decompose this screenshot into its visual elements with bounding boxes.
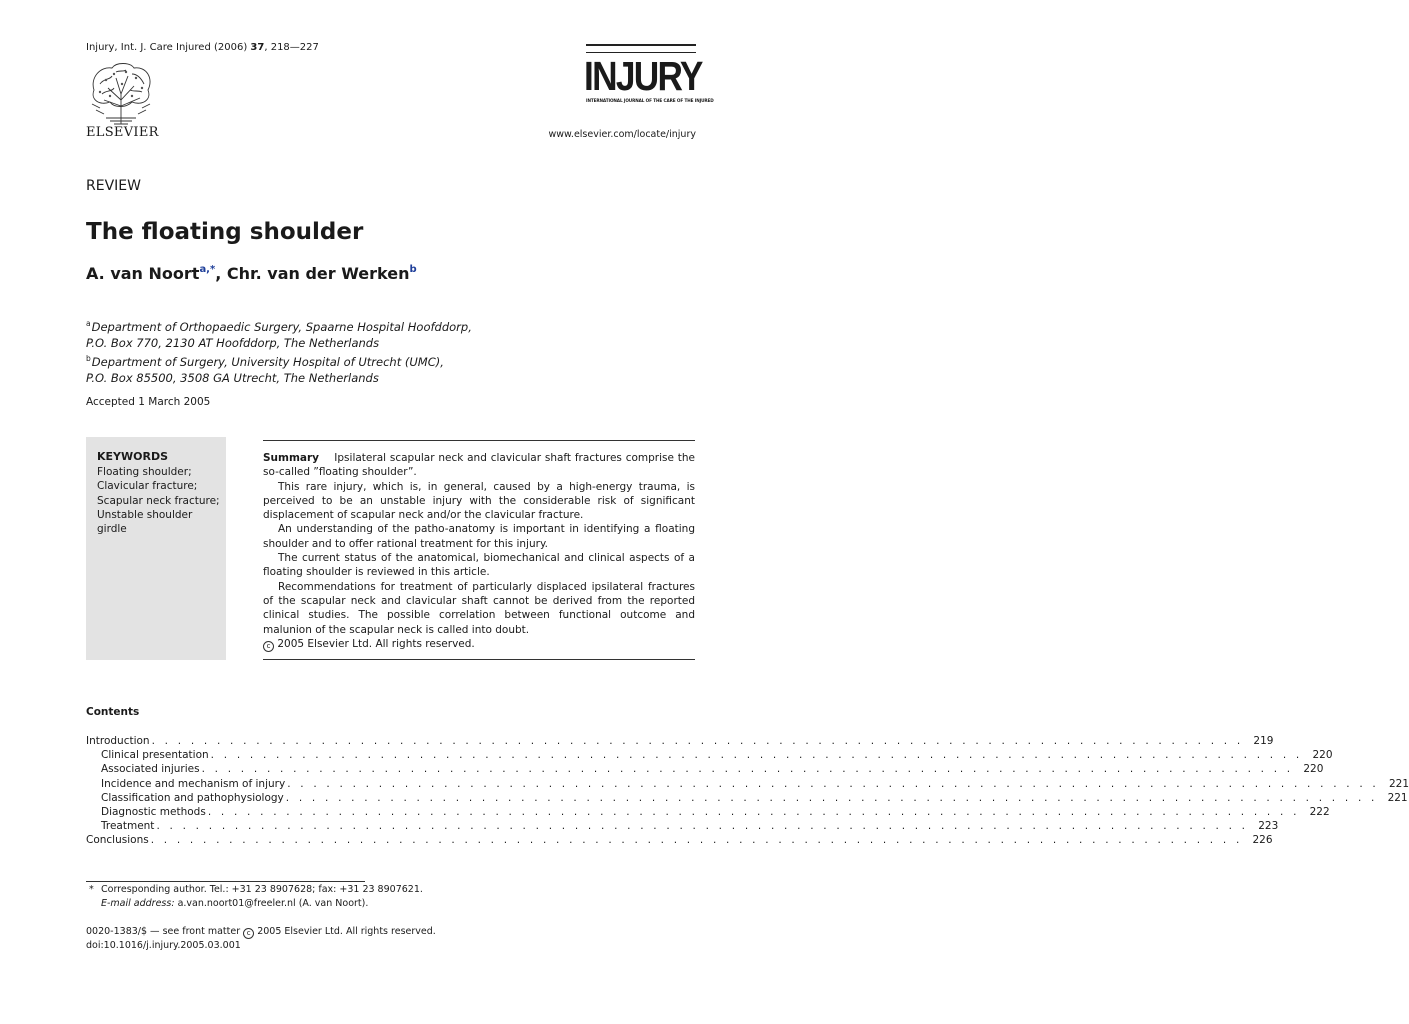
toc-entry[interactable] bbox=[86, 805, 1330, 819]
doi-link[interactable]: doi:10.1016/j.injury.2005.03.001 bbox=[86, 940, 241, 951]
abstract-paragraph: The current status of the anatomical, biomechanical and clinical aspects of a floating shoulder is reviewed in this article. bbox=[263, 552, 695, 579]
affiliation-text: Department of Orthopaedic Surgery, Spaarne Hospital Hoofddorp, bbox=[91, 320, 472, 334]
abstract-text: Ipsilateral scapular neck and clavicular shaft fractures comprise the so-called ”floating shoulder”. bbox=[263, 452, 695, 479]
affiliation-line bbox=[86, 316, 472, 336]
toc-label[interactable]: Introduction bbox=[86, 735, 150, 747]
author-name[interactable]: Chr. van der Werken bbox=[226, 264, 410, 283]
footnote-rule bbox=[86, 881, 365, 882]
toc-leader-dots: . . . . . . . . . . . . . . . . . . . . . . . . . . . . . . . . . . . . . . . . . . . . . . . . . . . . . . . . . . . . . . . . . . . . . . . . . . . . . . . . . . . . bbox=[156, 820, 1249, 833]
toc-leader-dots: . . . . . . . . . . . . . . . . . . . . . . . . . . . . . . . . . . . . . . . . . . . . . . . . . . . . . . . . . . . . . . . . . . . . . . . . . . . . . . . . . . . . bbox=[287, 777, 1379, 790]
toc-label[interactable]: Clinical presentation bbox=[101, 749, 209, 762]
toc-page-number: 220 bbox=[1303, 763, 1324, 776]
toc-entry[interactable] bbox=[86, 777, 1409, 791]
abstract-copyright bbox=[263, 637, 695, 652]
toc-page-number: 221 bbox=[1387, 791, 1408, 804]
journal-masthead-subtitle: INTERNATIONAL JOURNAL OF THE CARE OF THE INJURED bbox=[586, 98, 714, 103]
citation-pages: , 218—227 bbox=[264, 42, 319, 53]
toc-page-number: 221 bbox=[1388, 777, 1409, 790]
toc-page-number: 226 bbox=[1252, 834, 1273, 847]
contents-heading: Contents bbox=[86, 706, 140, 718]
affiliation-marker: b bbox=[86, 354, 91, 363]
elsevier-logo-text: ELSEVIER bbox=[86, 125, 159, 140]
copyright-text: 2005 Elsevier Ltd. All rights reserved. bbox=[277, 637, 475, 650]
keyword-item: Clavicular fracture; bbox=[97, 480, 198, 493]
email-label: E-mail address: bbox=[101, 898, 175, 909]
abstract-rule-bottom bbox=[263, 659, 695, 660]
author-list bbox=[86, 264, 417, 283]
abstract-paragraph bbox=[263, 451, 695, 480]
footnote bbox=[89, 883, 423, 911]
toc-entry[interactable] bbox=[86, 833, 1273, 847]
author-separator: , bbox=[215, 264, 227, 283]
affiliation-line bbox=[86, 351, 472, 371]
issn-line bbox=[86, 925, 436, 939]
accepted-date: Accepted 1 March 2005 bbox=[86, 396, 211, 408]
toc-leader-dots: . . . . . . . . . . . . . . . . . . . . . . . . . . . . . . . . . . . . . . . . . . . . . . . . . . . . . . . . . . . . . . . . . . . . . . . . . . . . . . . . . . . . bbox=[207, 806, 1300, 819]
article-title: The floating shoulder bbox=[86, 219, 364, 245]
affiliation-text: Department of Surgery, University Hospital of Utrecht (UMC), bbox=[91, 355, 444, 369]
citation-volume: 37 bbox=[250, 42, 265, 53]
citation-text: Injury, Int. J. Care Injured (2006) bbox=[86, 42, 248, 53]
toc-entry[interactable] bbox=[86, 748, 1333, 762]
abstract-rule-top bbox=[263, 440, 695, 441]
author-affiliation-marker[interactable]: b bbox=[409, 264, 417, 275]
issn-text: 0020-1383/$ — see front matter bbox=[86, 926, 241, 937]
affiliation-line: P.O. Box 85500, 3508 GA Utrecht, The Netherlands bbox=[86, 370, 379, 385]
masthead-rule-top bbox=[586, 44, 696, 46]
toc-label[interactable]: Conclusions bbox=[86, 834, 149, 847]
abstract bbox=[263, 451, 695, 652]
toc-page-number: 222 bbox=[1309, 806, 1330, 819]
toc-entry[interactable] bbox=[86, 791, 1408, 805]
toc-page-number: 220 bbox=[1312, 749, 1333, 762]
table-of-contents bbox=[86, 734, 1409, 848]
footnote-text: Corresponding author. Tel.: +31 23 8907628; fax: +31 23 8907621. bbox=[101, 884, 423, 895]
toc-label[interactable]: Associated injuries bbox=[101, 763, 200, 776]
affiliation-marker: a bbox=[86, 319, 91, 328]
toc-leader-dots: . . . . . . . . . . . . . . . . . . . . . . . . . . . . . . . . . . . . . . . . . . . . . . . . . . . . . . . . . . . . . . . . . . . . . . . . . . . . . . . . . . . . bbox=[201, 763, 1294, 776]
abstract-label: Summary bbox=[263, 452, 320, 464]
issn-rights: 2005 Elsevier Ltd. All rights reserved. bbox=[257, 926, 436, 937]
copyright-icon: c bbox=[243, 928, 254, 939]
toc-leader-dots: . . . . . . . . . . . . . . . . . . . . . . . . . . . . . . . . . . . . . . . . . . . . . . . . . . . . . . . . . . . . . . . . . . . . . . . . . . . . . . . . . . . . bbox=[151, 735, 1244, 747]
keyword-item: Scapular neck fracture; bbox=[97, 494, 220, 507]
toc-page-number: 223 bbox=[1258, 820, 1279, 833]
footnote-email bbox=[89, 897, 423, 911]
toc-leader-dots: . . . . . . . . . . . . . . . . . . . . . . . . . . . . . . . . . . . . . . . . . . . . . . . . . . . . . . . . . . . . . . . . . . . . . . . . . . . . . . . . . . . . bbox=[150, 834, 1243, 847]
affiliation-line: P.O. Box 770, 2130 AT Hoofddorp, The Netherlands bbox=[86, 335, 380, 350]
toc-entry[interactable] bbox=[86, 762, 1324, 776]
abstract-paragraph: This rare injury, which is, in general, caused by a high-energy trauma, is perceived to be an unstable injury with the considerable risk of significant displacement of scapular neck and/or the clavicular fracture. bbox=[263, 480, 695, 522]
journal-url-link[interactable]: www.elsevier.com/locate/injury bbox=[548, 129, 696, 140]
author-affiliation-marker[interactable]: a,* bbox=[199, 264, 216, 275]
elsevier-tree-logo-icon bbox=[86, 60, 156, 126]
abstract-paragraph: Recommendations for treatment of particularly displaced ipsilateral fractures of the scapular neck and clavicular shaft cannot be derived from the reported clinical studies. The possible correlation between functional outcome and malunion of the scapular neck is called into doubt. bbox=[263, 580, 695, 636]
affiliations bbox=[86, 316, 472, 386]
toc-label[interactable]: Diagnostic methods bbox=[101, 806, 206, 819]
journal-citation bbox=[86, 42, 319, 53]
toc-entry[interactable] bbox=[86, 819, 1279, 833]
footnote-marker: * bbox=[89, 884, 94, 895]
toc-leader-dots: . . . . . . . . . . . . . . . . . . . . . . . . . . . . . . . . . . . . . . . . . . . . . . . . . . . . . . . . . . . . . . . . . . . . . . . . . . . . . . . . . . . . bbox=[285, 791, 1378, 804]
issn-block bbox=[86, 925, 436, 953]
keyword-item: Unstable shoulder bbox=[97, 508, 193, 521]
footnote-corresponding bbox=[89, 883, 423, 897]
toc-label[interactable]: Treatment bbox=[101, 820, 155, 833]
toc-entry[interactable] bbox=[86, 734, 1274, 748]
author-name[interactable]: A. van Noort bbox=[86, 264, 200, 283]
keywords-heading: KEYWORDS bbox=[97, 450, 169, 463]
email-link[interactable]: a.van.noort01@freeler.nl (A. van Noort). bbox=[177, 898, 369, 909]
toc-label[interactable]: Incidence and mechanism of injury bbox=[101, 777, 286, 790]
toc-leader-dots: . . . . . . . . . . . . . . . . . . . . . . . . . . . . . . . . . . . . . . . . . . . . . . . . . . . . . . . . . . . . . . . . . . . . . . . . . . . . . . . . . . . . bbox=[210, 749, 1303, 762]
journal-masthead-title: INJURY bbox=[584, 53, 702, 99]
article-section-label: REVIEW bbox=[86, 178, 141, 194]
keyword-item: girdle bbox=[97, 523, 127, 536]
keywords-list bbox=[97, 465, 220, 536]
keyword-item: Floating shoulder; bbox=[97, 466, 192, 478]
copyright-icon: c bbox=[263, 641, 274, 652]
toc-label[interactable]: Classification and pathophysiology bbox=[101, 791, 284, 804]
abstract-paragraph: An understanding of the patho-anatomy is important in identifying a floating shoulder and to offer rational treatment for this injury. bbox=[263, 523, 695, 550]
toc-page-number: 219 bbox=[1253, 735, 1274, 747]
